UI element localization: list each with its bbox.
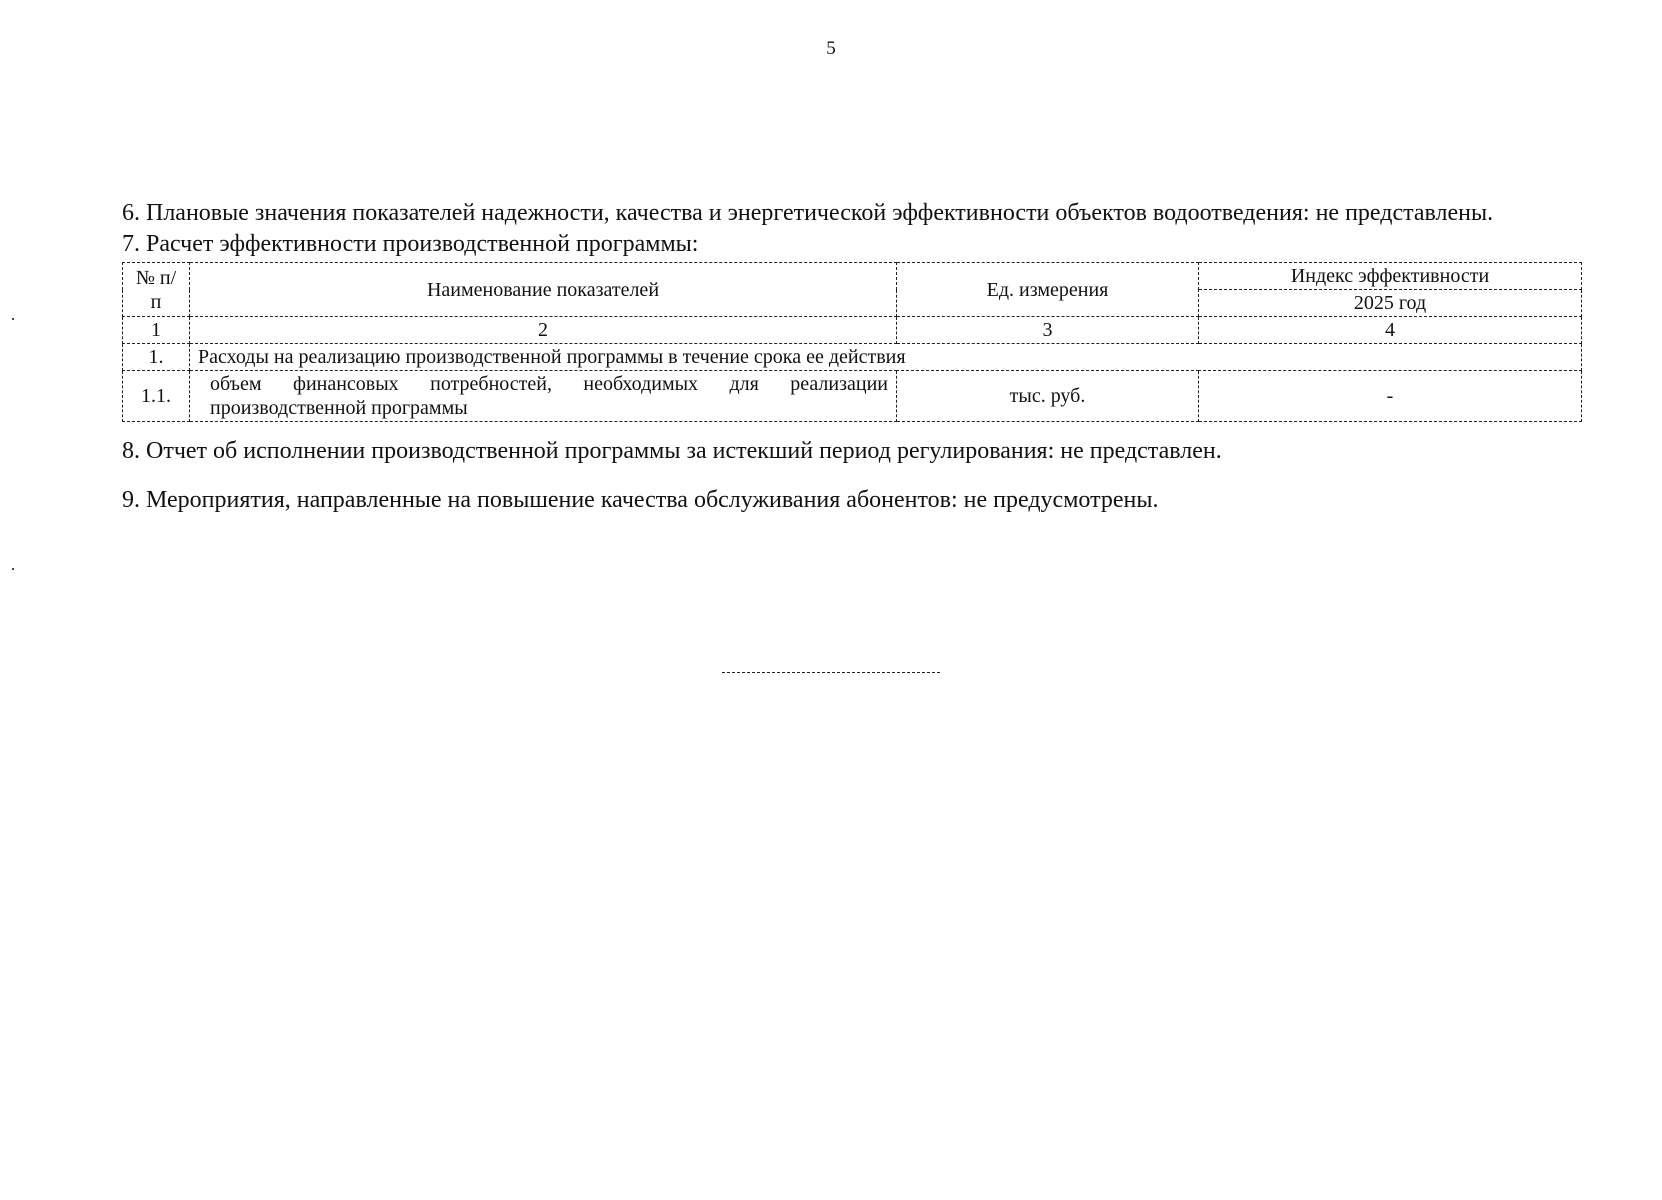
item-7-heading: 7. Расчет эффективности производственной программы:	[122, 231, 699, 257]
scan-mark	[12, 568, 14, 570]
column-number: 1	[123, 317, 190, 344]
header-num: № п/п	[123, 263, 190, 317]
row-name: Расходы на реализацию производственной программы в течение срока ее действия	[190, 344, 1582, 371]
header-unit: Ед. измерения	[897, 263, 1199, 317]
item-8-paragraph: 8. Отчет об исполнении производственной программы за истекший период регулирования: не представлен.	[122, 438, 1222, 464]
column-number: 3	[897, 317, 1199, 344]
page-number: 5	[826, 38, 836, 59]
scan-mark	[12, 318, 14, 320]
column-number: 2	[190, 317, 897, 344]
item-6-paragraph: 6. Плановые значения показателей надежности, качества и энергетической эффективности объектов водоотведения: не представлены.	[122, 200, 1494, 226]
row-name: объем финансовых потребностей, необходимых для реализации производственной программы	[190, 371, 897, 422]
end-of-document-line	[722, 672, 940, 673]
row-num: 1.1.	[123, 371, 190, 422]
table-row	[123, 371, 1582, 422]
column-number: 4	[1199, 317, 1582, 344]
row-unit: тыс. руб.	[897, 371, 1199, 422]
row-num: 1.	[123, 344, 190, 371]
item-9-paragraph: 9. Мероприятия, направленные на повышение качества обслуживания абонентов: не предусмотрены.	[122, 487, 1159, 513]
table-row	[123, 344, 1582, 371]
document-body	[122, 198, 1570, 516]
column-numbers-row	[123, 317, 1582, 344]
efficiency-table	[122, 262, 1582, 422]
header-name: Наименование показателей	[190, 263, 897, 317]
header-index: Индекс эффективности	[1199, 263, 1582, 290]
header-year: 2025 год	[1199, 290, 1582, 317]
row-value: -	[1199, 371, 1582, 422]
